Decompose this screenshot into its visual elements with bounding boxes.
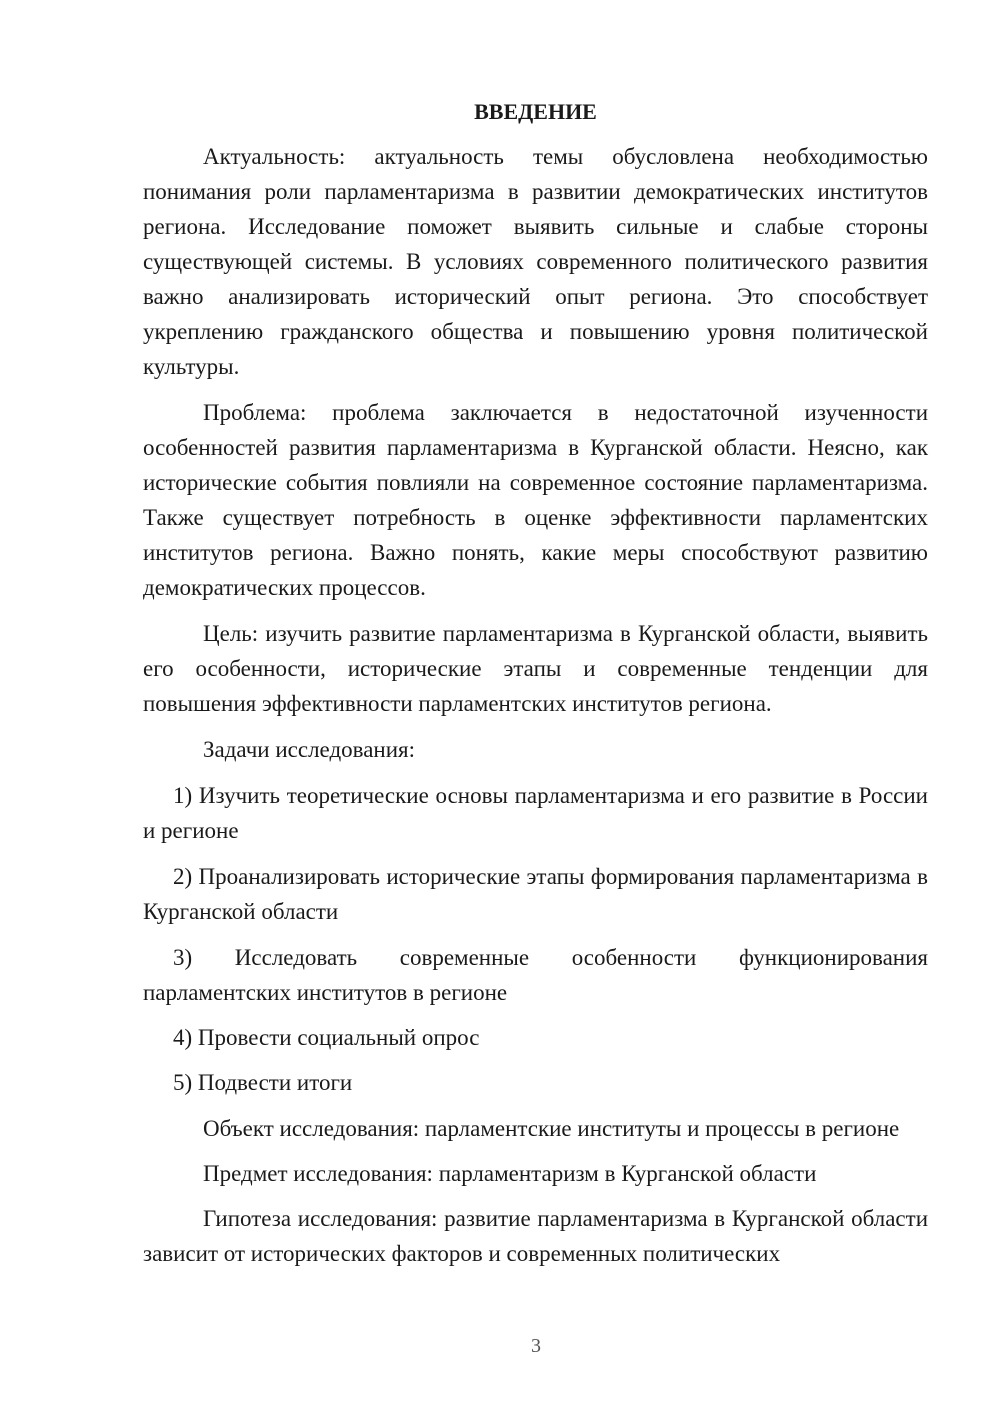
paragraph-relevance: Актуальность: актуальность темы обусловлена необходимостью понимания роли парламентаризма в развитии демократических институтов региона. Исследование поможет выявить сильные и слабые стороны существующей системы. В условиях современного политического развития важно анализировать исторический опыт региона. Это способствует укреплению гражданского общества и повышению уровня политической культуры. — [143, 144, 928, 379]
paragraph-hypothesis: Гипотеза исследования: развитие парламентаризма в Курганской области зависит от исторических факторов и современных политических — [143, 1206, 928, 1266]
paragraph-object: Объект исследования: парламентские институты и процессы в регионе — [203, 1116, 900, 1141]
section-title: ВВЕДЕНИЕ — [474, 99, 597, 124]
paragraph-subject: Предмет исследования: парламентаризм в Курганской области — [203, 1161, 817, 1186]
task-item-2: 2) Проанализировать исторические этапы формирования парламентаризма в Курганской области — [143, 864, 928, 924]
task-item-4: 4) Провести социальный опрос — [173, 1025, 480, 1050]
task-item-1: 1) Изучить теоретические основы парламентаризма и его развитие в России и регионе — [143, 783, 928, 843]
document-page — [143, 94, 928, 1271]
paragraph-goal: Цель: изучить развитие парламентаризма в Курганской области, выявить его особенности, исторические этапы и современные тенденции для повышения эффективности парламентских институтов региона. — [143, 621, 928, 716]
page-number: 3 — [531, 1335, 541, 1357]
paragraph-problem: Проблема: проблема заключается в недостаточной изученности особенностей развития парламентаризма в Курганской области. Неясно, как исторические события повлияли на современное состояние парламентаризма. Также существует потребность в оценке эффективности парламентских институтов региона. Важно понять, какие меры способствуют развитию демократических процессов. — [143, 400, 928, 600]
tasks-heading: Задачи исследования: — [203, 737, 416, 762]
task-item-3: 3) Исследовать современные особенности функционирования парламентских институтов в регионе — [143, 945, 928, 1005]
task-item-5: 5) Подвести итоги — [173, 1070, 353, 1095]
